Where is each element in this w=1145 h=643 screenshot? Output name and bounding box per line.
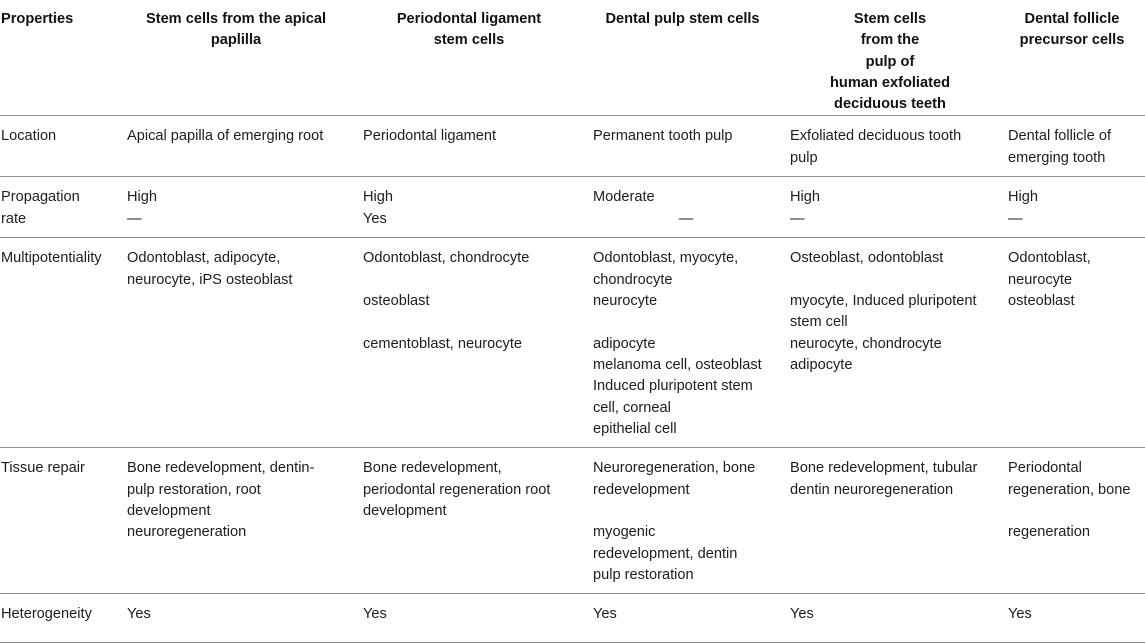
cell-line: Apical papilla of emerging root <box>127 128 324 145</box>
cell-line: osteoblast <box>363 293 430 310</box>
cell-line: stem cells <box>433 32 505 49</box>
cell-line: melanoma cell, osteoblast <box>593 356 762 373</box>
cell-line: Yes <box>363 606 387 623</box>
table-cell <box>781 238 999 448</box>
cell-line: Yes <box>363 210 387 227</box>
cell-line: from the <box>860 32 920 49</box>
cell-line: redevelopment, dentin <box>593 545 738 562</box>
cell-line: — <box>1008 210 1023 227</box>
cell-line: deciduous teeth <box>834 96 946 113</box>
table-cell <box>999 116 1145 177</box>
table-cell <box>118 448 354 594</box>
table-cell <box>584 116 781 177</box>
header-exfoliated-deciduous <box>781 0 999 116</box>
cell-line: paplilla <box>210 32 262 49</box>
table-cell <box>781 116 999 177</box>
cell-line: Stem cells from the apical <box>145 11 327 27</box>
cell-line: Odontoblast, chondrocyte <box>363 250 530 267</box>
table-cell <box>999 448 1145 594</box>
table-cell <box>584 177 781 238</box>
cell-line: — <box>127 210 142 227</box>
cell-line: development <box>363 503 447 520</box>
cell-line: Permanent tooth pulp <box>593 128 733 145</box>
header-dental-pulp <box>584 0 781 116</box>
cell-line: Periodontal ligament <box>396 11 542 27</box>
header-apical-papilla <box>118 0 354 116</box>
table-cell <box>118 177 354 238</box>
cell-line: Dental follicle <box>1024 11 1120 27</box>
cell-line: rate <box>1 210 27 227</box>
cell-line: Neuroregeneration, bone <box>593 460 756 477</box>
table-row-tissue-repair <box>0 448 1145 594</box>
table-cell <box>118 116 354 177</box>
table-cell <box>781 594 999 643</box>
cell-line: cementoblast, neurocyte <box>363 335 522 352</box>
table-cell <box>781 448 999 594</box>
line-spacer <box>593 501 779 522</box>
header-dental-follicle <box>999 0 1145 116</box>
cell-line: pulp restoration, root <box>127 481 261 498</box>
row-label: Multipotentiality <box>0 238 118 448</box>
table-row-propagation-rate <box>0 177 1145 238</box>
line-spacer <box>1008 501 1143 522</box>
row-label: Heterogeneity <box>0 594 118 643</box>
cell-line: Dental pulp stem cells <box>605 11 760 27</box>
table-cell <box>354 594 584 643</box>
cell-line: Exfoliated deciduous tooth <box>790 128 962 145</box>
table-cell <box>584 448 781 594</box>
table-cell <box>999 177 1145 238</box>
cell-line: myocyte, Induced pluripotent <box>790 293 977 310</box>
cell-line: stem cell <box>790 314 848 331</box>
cell-line: High <box>127 189 158 206</box>
cell-line: Odontoblast, <box>1008 250 1091 267</box>
cell-line: periodontal regeneration root <box>363 481 551 498</box>
cell-line: precursor cells <box>1019 32 1125 49</box>
cell-line: regeneration, bone <box>1008 481 1131 498</box>
cell-line: — <box>790 210 805 227</box>
cell-line: High <box>790 189 821 206</box>
cell-line: Stem cells <box>853 11 927 27</box>
header-periodontal-ligament <box>354 0 584 116</box>
cell-line: dentin neuroregeneration <box>790 481 954 498</box>
table-cell <box>118 238 354 448</box>
line-spacer <box>790 270 997 291</box>
header-properties: Properties <box>0 0 118 116</box>
table-cell <box>999 238 1145 448</box>
cell-line: Bone redevelopment, tubular <box>790 460 978 477</box>
table-cell <box>354 448 584 594</box>
cell-line: development <box>127 503 211 520</box>
cell-line: High <box>363 189 394 206</box>
table-cell <box>781 177 999 238</box>
line-spacer <box>363 312 582 333</box>
table-row-location <box>0 116 1145 177</box>
header-row <box>0 0 1145 116</box>
cell-line: chondrocyte <box>593 271 673 288</box>
table-cell <box>118 594 354 643</box>
cell-line: Osteoblast, odontoblast <box>790 250 944 267</box>
cell-line: osteoblast <box>1008 293 1075 310</box>
cell-line: Yes <box>127 606 151 623</box>
cell-line: neurocyte <box>1008 271 1073 288</box>
table-cell <box>354 177 584 238</box>
row-label: Location <box>0 116 118 177</box>
cell-line: pulp restoration <box>593 566 694 583</box>
cell-line: adipocyte <box>790 356 853 373</box>
cell-line: human exfoliated <box>829 74 950 91</box>
cell-line: Yes <box>593 606 617 623</box>
cell-line: neuroregeneration <box>127 524 247 541</box>
cell-line: Induced pluripotent stem <box>593 378 753 395</box>
cell-line: Propagation <box>1 189 80 206</box>
cell-line: Yes <box>1008 606 1032 623</box>
line-spacer <box>593 312 779 333</box>
cell-line: neurocyte <box>593 293 658 310</box>
cell-line: Moderate <box>593 189 655 206</box>
cell-line: Periodontal <box>1008 460 1082 477</box>
table-row-heterogeneity <box>0 594 1145 643</box>
cell-line: pulp <box>790 149 818 166</box>
line-spacer <box>363 270 582 291</box>
cell-line: neurocyte, chondrocyte <box>790 335 942 352</box>
cell-line: Odontoblast, adipocyte, <box>127 250 281 267</box>
cell-line: epithelial cell <box>593 420 677 437</box>
cell-line: Bone redevelopment, dentin- <box>127 460 315 477</box>
table-row-multipotentiality <box>0 238 1145 448</box>
cell-line: — <box>678 210 694 227</box>
cell-line: regeneration <box>1008 524 1090 541</box>
row-label <box>0 177 118 238</box>
table-cell <box>354 238 584 448</box>
table-cell <box>584 238 781 448</box>
cell-line: Dental follicle of <box>1008 128 1112 145</box>
cell-line: emerging tooth <box>1008 149 1106 166</box>
cell-line: Yes <box>790 606 814 623</box>
row-label: Tissue repair <box>0 448 118 594</box>
cell-line: Periodontal ligament <box>363 128 497 145</box>
cell-line: Odontoblast, myocyte, <box>593 250 739 267</box>
table-cell <box>999 594 1145 643</box>
cell-line: cell, corneal <box>593 399 671 416</box>
table-cell <box>584 594 781 643</box>
cell-line: adipocyte <box>593 335 656 352</box>
cell-line: redevelopment <box>593 481 690 498</box>
cell-line: pulp of <box>865 53 915 70</box>
cell-line: High <box>1008 189 1039 206</box>
cell-line: myogenic <box>593 524 656 541</box>
cell-line: neurocyte, iPS osteoblast <box>127 271 293 288</box>
table-cell <box>354 116 584 177</box>
cell-line: Bone redevelopment, <box>363 460 502 477</box>
